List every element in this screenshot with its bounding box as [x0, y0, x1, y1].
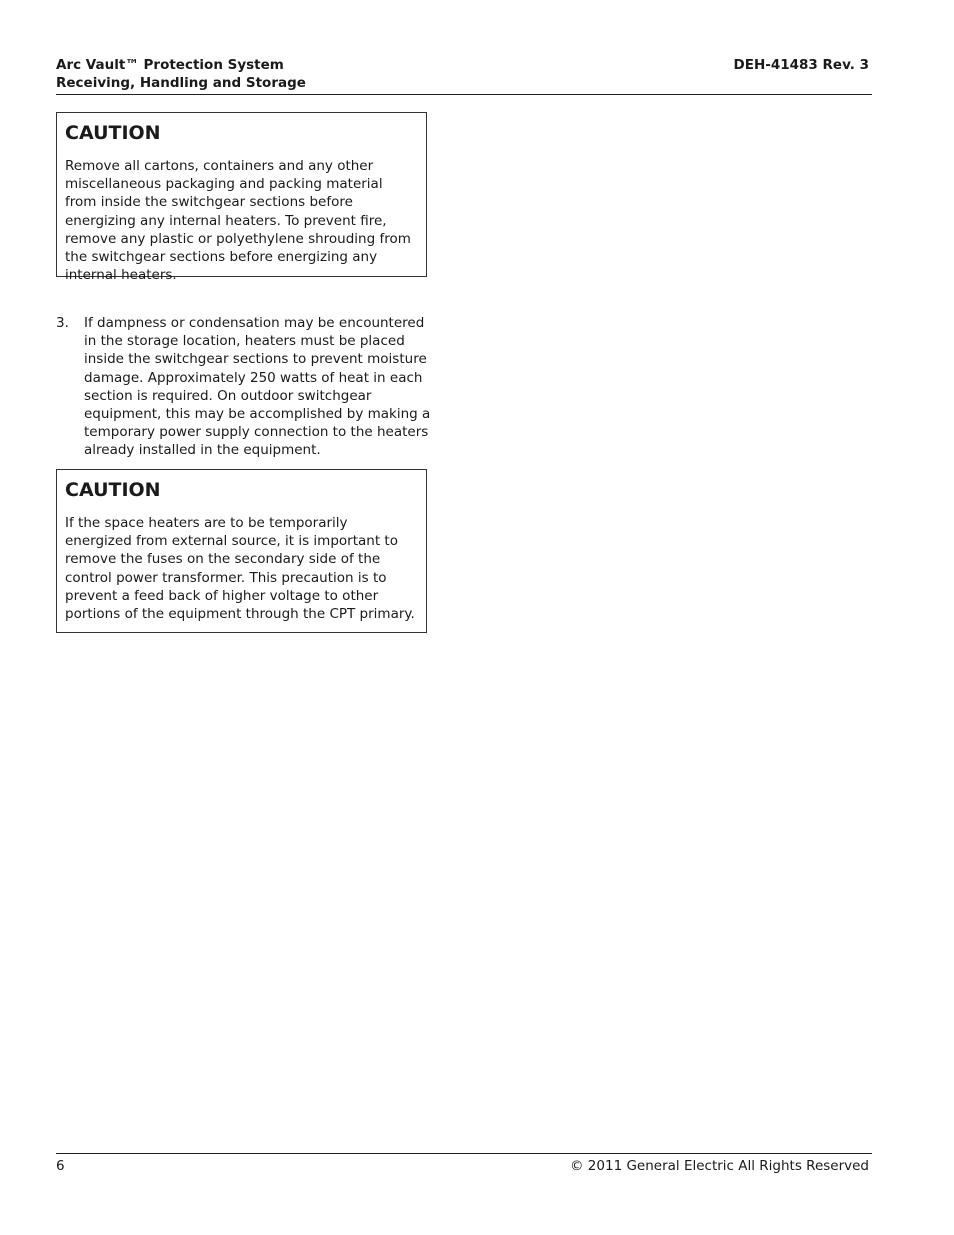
header-subtitle: Receiving, Handling and Storage [56, 75, 306, 91]
header-title-block [56, 56, 306, 92]
caution-box-packaging [56, 112, 427, 284]
caution-title: CAUTION [65, 122, 161, 144]
document-number: DEH-41483 Rev. 3 [733, 57, 869, 73]
page-header [56, 56, 872, 95]
page-number: 6 [56, 1158, 65, 1174]
list-item-text: If dampness or condensation may be encountered in the storage location, heaters must be placed inside the switchgear sections to prevent moisture damage. Approximately 250 watts of heat in each section is required. On outdoor switchgear equipment, this may be accomplished by making a temporary power supply connection to the heaters already installed in the equipment. [84, 315, 431, 459]
header-title: Arc Vault™ Protection System [56, 57, 284, 73]
caution-title: CAUTION [65, 479, 161, 501]
copyright-notice: © 2011 General Electric All Rights Reserved [570, 1158, 869, 1174]
page-footer [56, 1153, 872, 1174]
caution-text: Remove all cartons, containers and any other miscellaneous packaging and packing material from inside the switchgear sections before energizing any internal heaters. To prevent fire, remove any plastic or polyethylene shrouding from the switchgear sections before energizing any internal heaters. [65, 158, 411, 284]
caution-box-space-heaters [56, 469, 427, 633]
list-item-number: 3. [56, 315, 69, 331]
caution-text: If the space heaters are to be temporarily energized from external source, it is important to remove the fuses on the secondary side of the control power transformer. This precaution is to prevent a feed back of higher voltage to other portions of the equipment through the CPT primary. [65, 515, 415, 623]
